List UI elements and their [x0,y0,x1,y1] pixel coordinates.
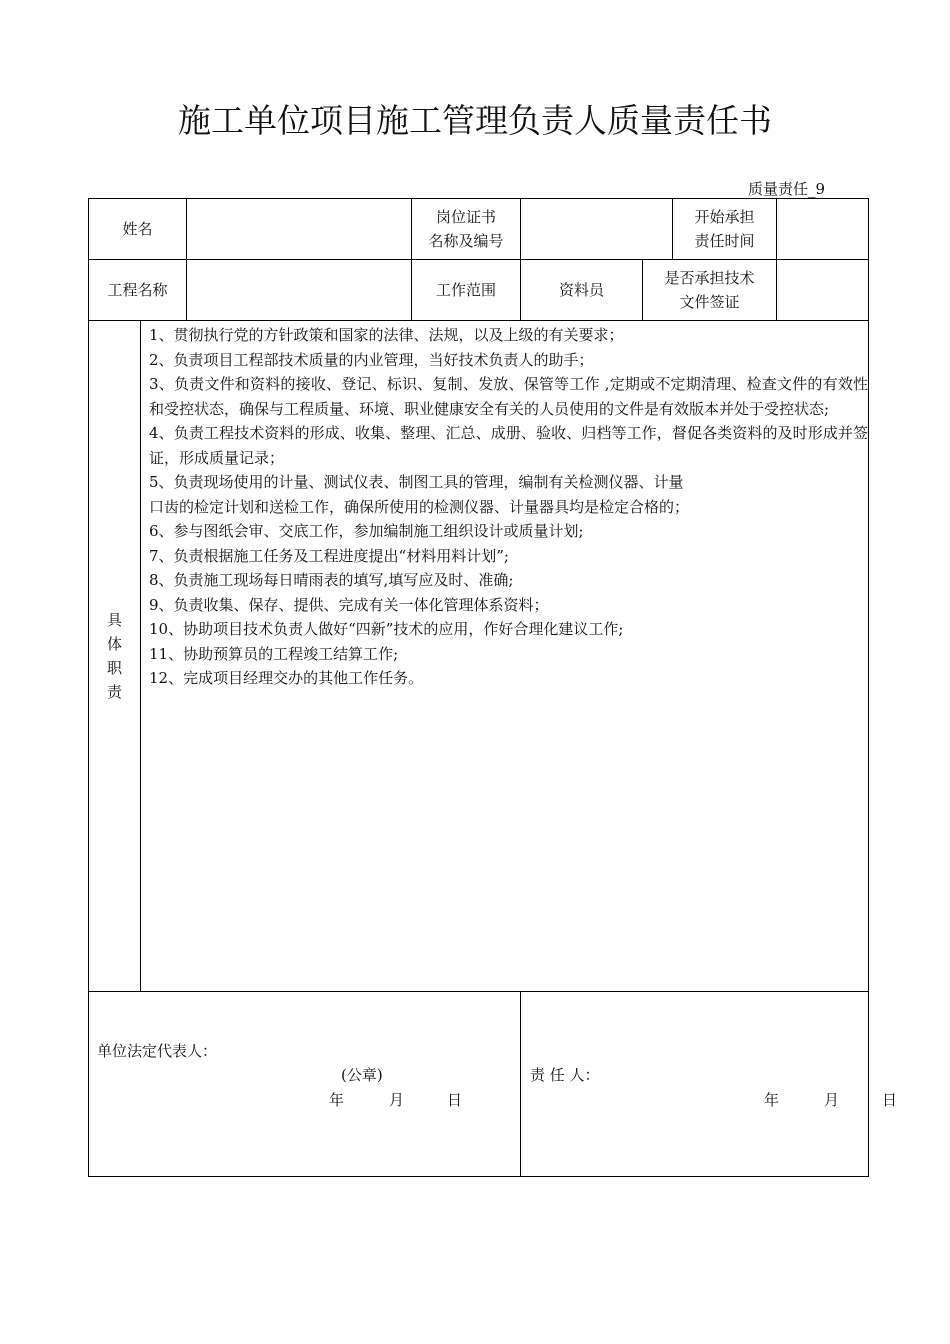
duty-item: 3、负责文件和资料的接收、登记、标识、复制、发放、保管等工作 ,定期或不定期清理、检查文件的有效性和受控状态，确保与工程质量、环境、职业健康安全有关的人员使用的文件是有效版本并处于受控状态; [149,375,869,418]
tech-sign-label-line-2: 文件签证 [679,293,740,311]
duty-item: 2、负责项目工程部技术质量的内业管理，当好技术负责人的助手； [149,350,594,369]
responsible-person-label: 责 任 人： [530,1066,600,1084]
right-month-label: 月 [824,1091,840,1109]
legal-rep-label: 单位法定代表人： [97,1042,218,1060]
name-value[interactable] [187,199,412,260]
cert-label-line-2: 名称及编号 [428,232,504,250]
tech-sign-label-line-1: 是否承担技术 [664,269,755,287]
left-day-label: 日 [447,1091,463,1109]
duty-item: 1、贯彻执行党的方针政策和国家的法律、法规，以及上级的有关要求； [149,326,624,344]
cert-label [412,199,521,260]
duty-item: 8、负责施工现场每日晴雨表的填写,填写应及时、准确; [149,571,514,589]
tech-sign-label [643,260,777,321]
row-signatures [89,992,869,1177]
duty-item: 9、负责收集、保存、提供、完成有关一体化管理体系资料； [149,595,549,614]
duty-item: 7、负责根据施工任务及工程进度提出“材料用料计划”; [149,546,509,565]
duty-item: 10、协助项目技术负责人做好“四新”技术的应用，作好合理化建议工作; [149,620,624,638]
duty-item: 11、协助预算员的工程竣工结算工作; [149,644,399,663]
duty-item: 6、参与图纸会审、交底工作，参加编制施工组织设计或质量计划; [149,522,584,540]
duty-item: 口齿的检定计划和送检工作，确保所使用的检测仪器、计量器具均是检定合格的； [149,497,690,516]
document-title: 施工单位项目施工管理负责人质量责任书 [178,101,772,140]
duties-label-char: 责 [106,683,122,701]
name-label: 姓名 [89,199,187,260]
left-year-label: 年 [329,1091,345,1109]
duties-label-char: 具 [106,611,122,629]
row-name [89,199,869,260]
responsible-person-signature-area[interactable] [521,992,898,1177]
duties-label-char: 体 [106,635,122,653]
row-duties [89,321,869,992]
start-time-label-line-1: 开始承担 [694,208,755,226]
start-time-label [673,199,777,260]
duty-item: 12、完成项目经理交办的其他工作任务。 [149,669,424,687]
official-seal-label: (公章) [341,1066,383,1084]
scope-label: 工作范围 [412,260,521,321]
duties-label-char: 职 [106,659,122,677]
duty-item: 5、负责现场使用的计量、测试仪表、制图工具的管理，编制有关检测仪器、计量 [149,473,684,491]
responsibility-form-table [88,198,898,1177]
scope-value[interactable]: 资料员 [521,260,643,321]
cert-label-line-1: 岗位证书 [436,208,497,226]
right-day-label: 日 [882,1091,898,1109]
document-number: 质量责任_9 [747,180,825,198]
cert-value[interactable] [521,199,673,260]
tech-sign-value[interactable] [777,260,869,321]
left-month-label: 月 [389,1091,405,1109]
project-value[interactable] [187,260,412,321]
start-time-label-line-2: 责任时间 [694,232,755,250]
legal-rep-signature-area[interactable] [89,992,521,1177]
duties-label [89,321,141,992]
start-time-value[interactable] [777,199,869,260]
duty-item: 4、负责工程技术资料的形成、收集、整理、汇总、成册、验收、归档等工作，督促各类资料的及时形成并签证，形成质量记录； [149,424,869,467]
right-year-label: 年 [764,1091,780,1109]
duties-list [141,321,869,992]
project-label: 工程名称 [89,260,187,321]
row-project [89,260,869,321]
